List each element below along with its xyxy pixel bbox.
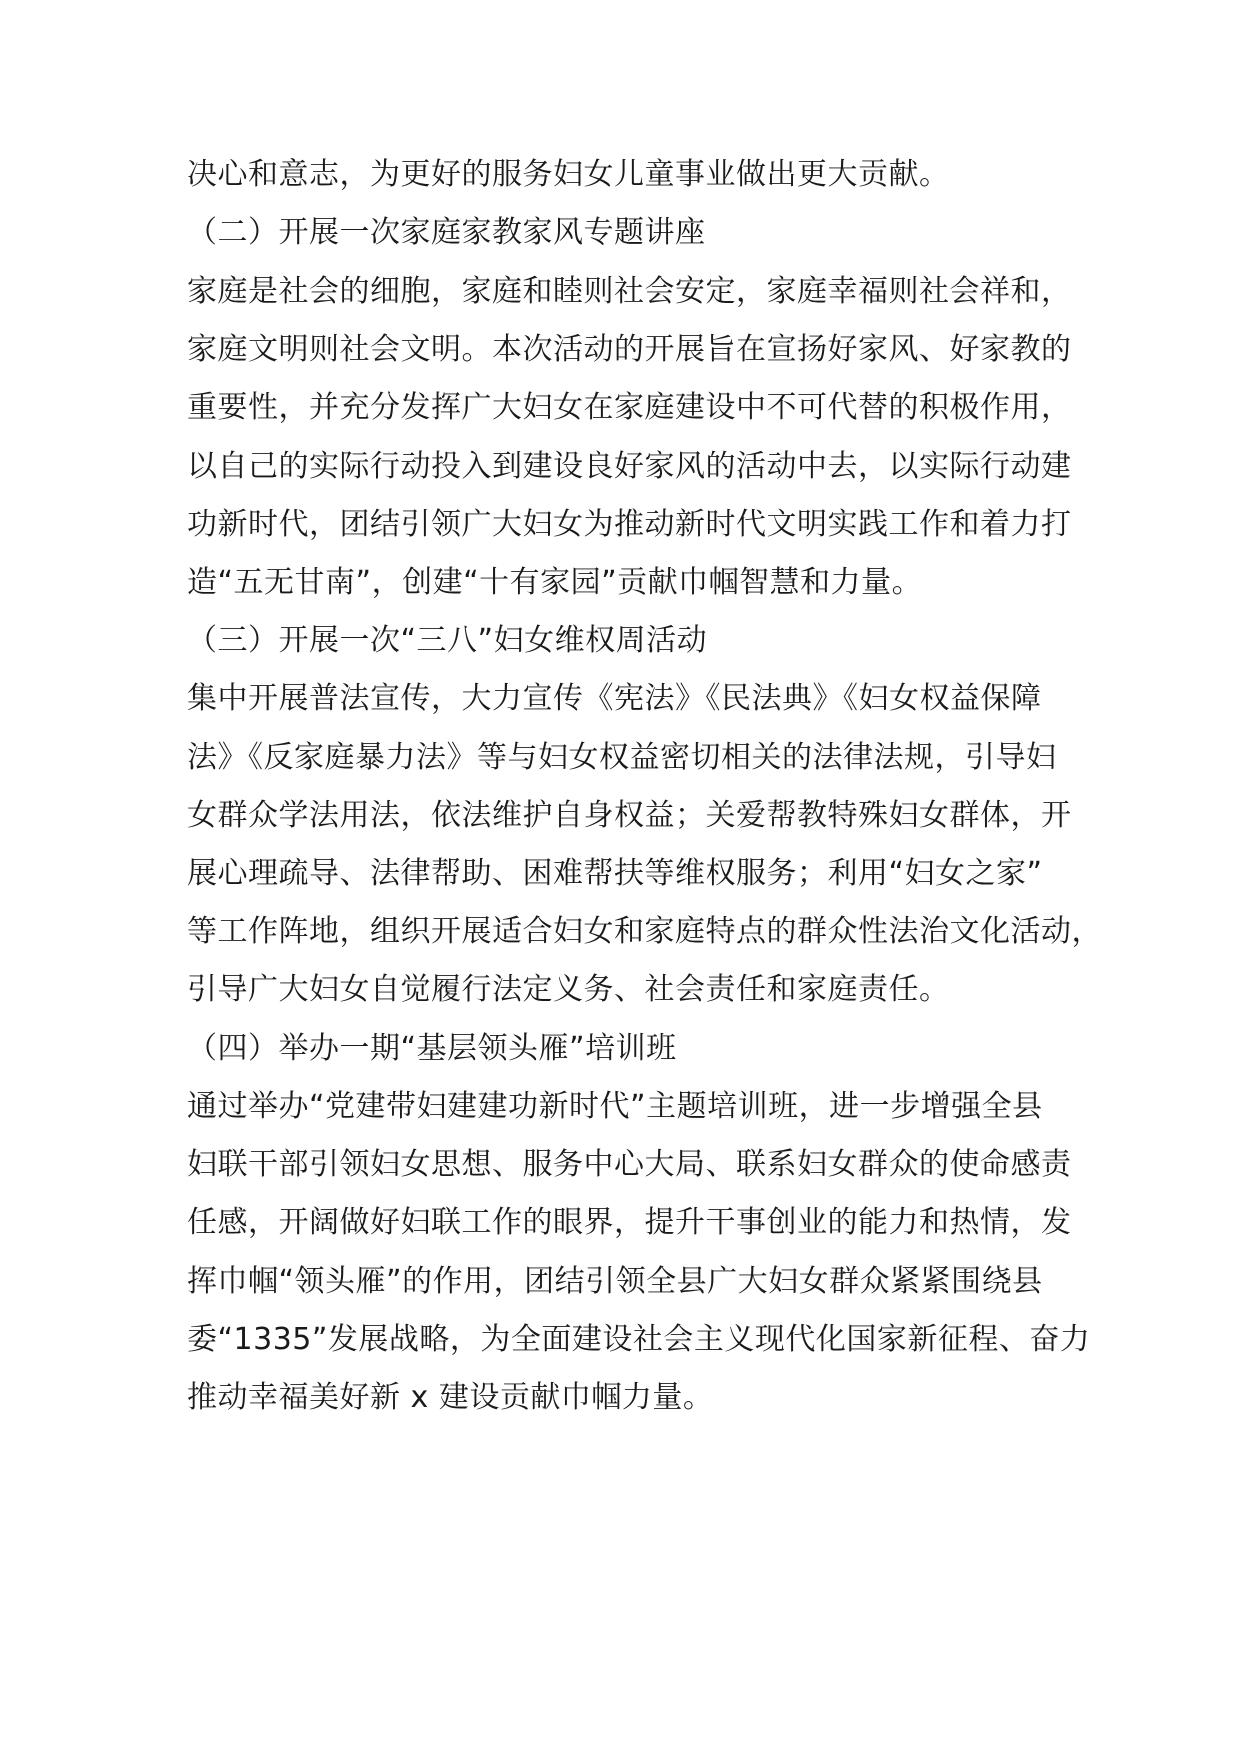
- body-text-line: 造“五无甘南”，创建“十有家园”贡献巾帼智慧和力量。: [187, 565, 923, 600]
- section-heading-2: （二）开展一次家庭家教家风专题讲座: [187, 215, 706, 250]
- body-text-line: 重要性，并充分发挥广大妇女在家庭建设中不可代替的积极作用，: [187, 390, 1072, 425]
- body-text-line: 功新时代，团结引领广大妇女为推动新时代文明实践工作和着力打: [187, 507, 1072, 542]
- body-text-line: 以自己的实际行动投入到建设良好家风的活动中去，以实际行动建: [187, 449, 1072, 484]
- body-text-line: 展心理疏导、法律帮助、困难帮扶等维权服务；利用“妇女之家”: [187, 856, 1043, 891]
- body-text-line: 引导广大妇女自觉履行法定义务、社会责任和家庭责任。: [187, 972, 950, 1007]
- body-text-line: 任感，开阔做好妇联工作的眼界，提升干事创业的能力和热情，发: [187, 1205, 1072, 1240]
- section-heading-3: （三）开展一次“三八”妇女维权周活动: [187, 623, 708, 658]
- body-text-line: 挥巾帼“领头雁”的作用，团结引领全县广大妇女群众紧紧围绕县: [187, 1264, 1043, 1299]
- body-text-line: 法》《反家庭暴力法》等与妇女权益密切相关的法律法规，引导妇: [187, 740, 1057, 775]
- body-text-line: 集中开展普法宣传，大力宣传《宪法》《民法典》《妇女权益保障: [187, 681, 1042, 716]
- body-text-line: 家庭文明则社会文明。本次活动的开展旨在宣扬好家风、好家教的: [187, 332, 1072, 367]
- body-text-line: 妇联干部引领妇女思想、服务中心大局、联系妇女群众的使命感责: [187, 1147, 1072, 1182]
- body-text-line: 通过举办“党建带妇建建功新时代”主题培训班，进一步增强全县: [187, 1089, 1043, 1124]
- body-text-line: 委“1335”发展战略，为全面建设社会主义现代化国家新征程、奋力: [187, 1322, 1091, 1357]
- body-text-line: 决心和意志，为更好的服务妇女儿童事业做出更大贡献。: [187, 157, 950, 192]
- body-text-line: 推动幸福美好新 x 建设贡献巾帼力量。: [187, 1380, 714, 1415]
- body-text-line: 等工作阵地，组织开展适合妇女和家庭特点的群众性法治文化活动，: [187, 914, 1102, 949]
- section-heading-4: （四）举办一期“基层领头雁”培训班: [187, 1031, 677, 1066]
- body-text-line: 家庭是社会的细胞，家庭和睦则社会安定，家庭幸福则社会祥和，: [187, 274, 1072, 309]
- body-text-line: 女群众学法用法，依法维护自身权益；关爱帮教特殊妇女群体，开: [187, 798, 1072, 833]
